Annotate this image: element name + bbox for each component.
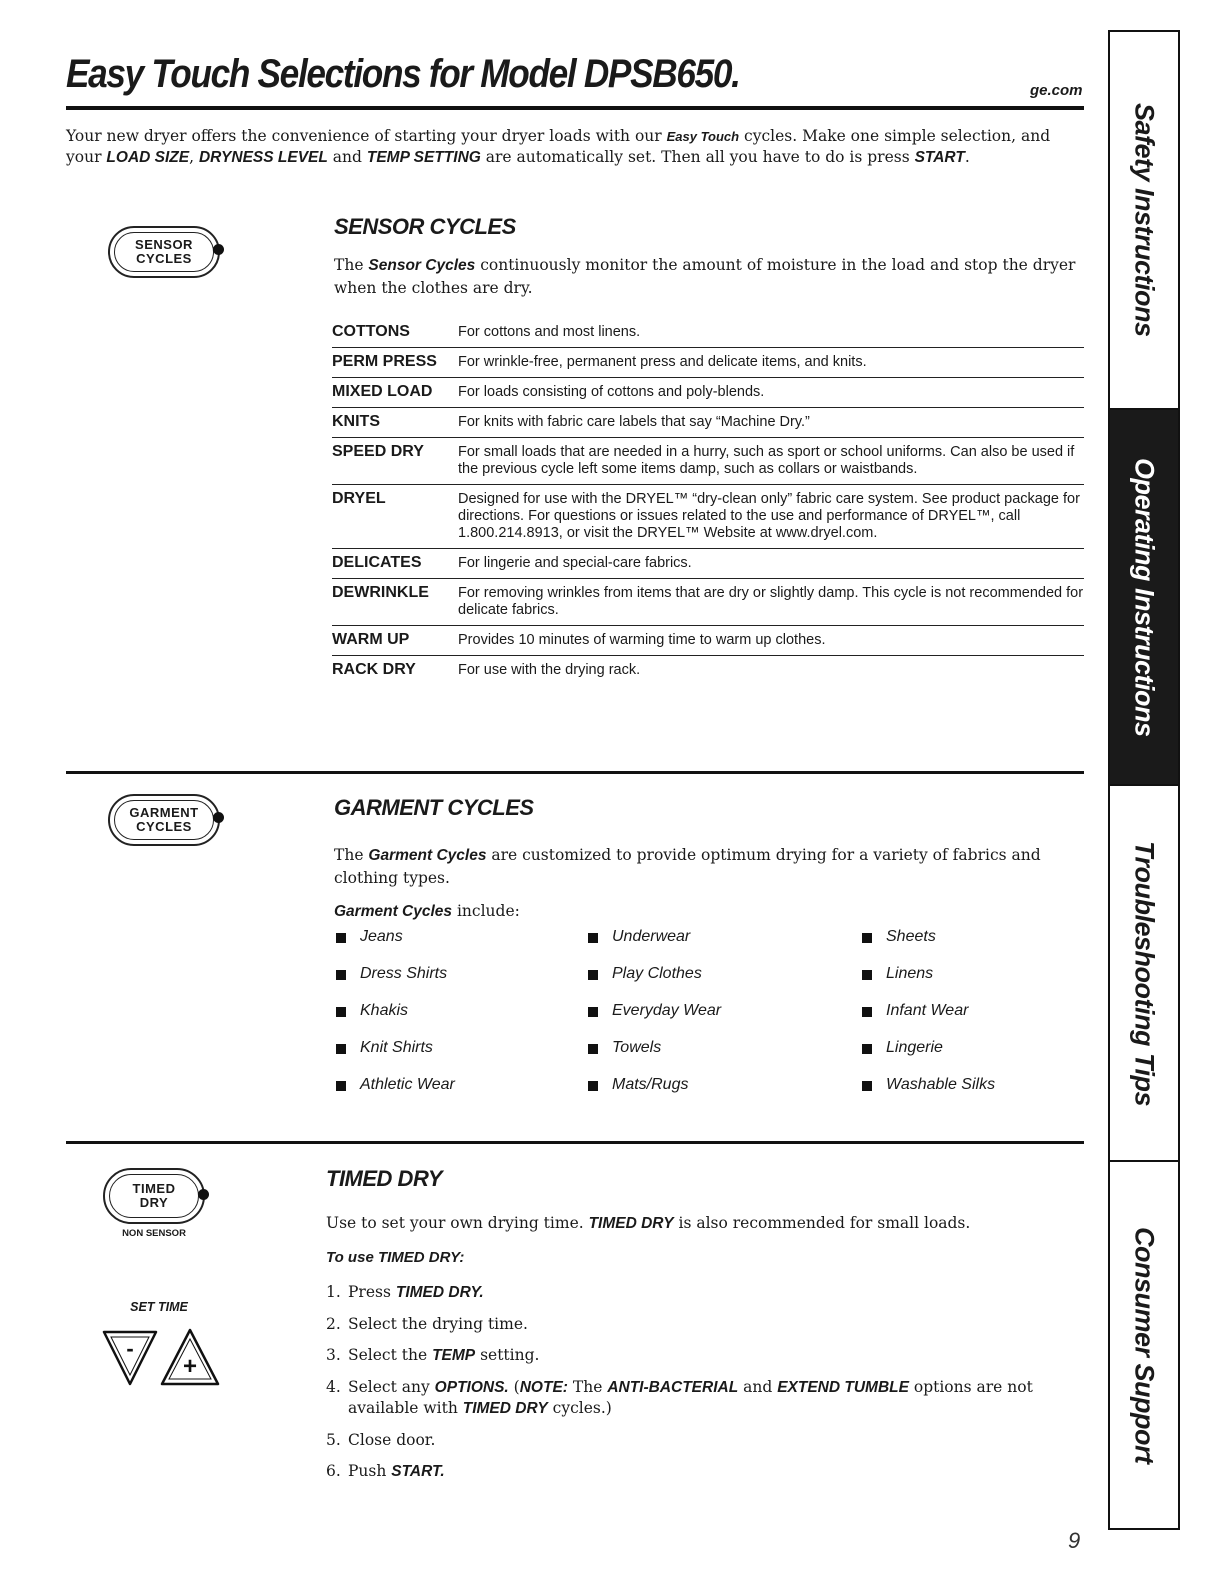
table-row [332, 656, 1084, 685]
cycle-name: KNITS [332, 413, 380, 430]
tab-label: Consumer Support [1129, 1226, 1160, 1464]
cycle-name: MIXED LOAD [332, 383, 433, 400]
tab-label: Operating Instructions [1129, 457, 1160, 737]
to-use-label: To use TIMED DRY: [326, 1249, 465, 1266]
intro-temp-setting: TEMP SETTING [366, 149, 481, 166]
intro-text: and [327, 148, 367, 166]
garment-item: Washable Silks [886, 1076, 996, 1093]
step-plain: Press [348, 1283, 396, 1301]
tab-troubleshooting-tips[interactable] [1110, 786, 1178, 1162]
intro-text: , [189, 148, 199, 166]
list-item [860, 1076, 1080, 1113]
cycle-description: For use with the drying rack. [458, 662, 641, 678]
cycle-name: DELICATES [332, 554, 422, 571]
site-url: ge.com [1030, 82, 1083, 99]
step-plain: setting. [475, 1346, 540, 1364]
step-bold: TIMED DRY. [395, 1284, 484, 1301]
cycle-name: SPEED DRY [332, 443, 424, 460]
step-plain: ( [508, 1378, 520, 1396]
intro-text: cycles. Make one simple selection, and your [66, 127, 1051, 166]
step-plain: Select the [348, 1346, 433, 1364]
bullet-square-icon [588, 970, 598, 980]
desc-text: Use to set your own drying time. [326, 1214, 589, 1232]
desc-text: are customized to provide optimum drying for a variety of fabrics and clothing types. [334, 846, 1041, 887]
step-plain: options are not available with [348, 1378, 1033, 1417]
sensor-cycles-heading: SENSOR CYCLES [334, 214, 516, 239]
side-tabs [1108, 30, 1180, 1530]
step-number: 6. [326, 1462, 341, 1480]
list-item [586, 1002, 860, 1039]
desc-text: The [334, 256, 369, 274]
step-bold: TIMED DRY [462, 1400, 548, 1417]
step-plain: Select any [348, 1378, 435, 1396]
sensor-cycles-description [334, 254, 1082, 299]
bullet-square-icon [862, 1044, 872, 1054]
step-bold: EXTEND TUMBLE [777, 1379, 909, 1396]
set-time-label: SET TIME [130, 1300, 188, 1314]
bullet-square-icon [588, 933, 598, 943]
list-item [334, 1002, 586, 1039]
section-divider [66, 1141, 1084, 1144]
set-time-buttons [100, 1326, 224, 1392]
cycle-description: For small loads that are needed in a hurry, such as sport or school uniforms. Can also be used if the previous cycle left some items damp, such as collars or waistbands. [458, 444, 1075, 477]
step-bold: ANTI-BACTERIAL [607, 1379, 739, 1396]
step-number: 2. [326, 1315, 341, 1333]
intro-text: . [964, 148, 970, 166]
desc-text: is also recommended for small loads. [673, 1214, 971, 1232]
timed-dry-description [326, 1212, 1074, 1235]
badge-line2: CYCLES [136, 251, 192, 266]
bullet-square-icon [862, 1081, 872, 1091]
intro-text: are automatically set. Then all you have to do is press [480, 148, 915, 166]
cycle-name: DRYEL [332, 490, 386, 507]
garment-item: Dress Shirts [360, 965, 448, 982]
step-text [348, 1377, 1086, 1419]
cycle-description: For lingerie and special-care fabrics. [458, 555, 692, 571]
intro-dryness-level: DRYNESS LEVEL [198, 149, 328, 166]
badge-label [135, 238, 193, 266]
list-item [326, 1345, 1086, 1366]
bullet-square-icon [862, 933, 872, 943]
garment-item: Jeans [360, 928, 403, 945]
garment-cycles-badge [108, 794, 220, 846]
step-bold: OPTIONS. [434, 1379, 509, 1396]
table-row [332, 408, 1084, 438]
garment-item: Lingerie [886, 1039, 943, 1056]
desc-bold: TIMED DRY [588, 1215, 674, 1232]
badge-line2: CYCLES [136, 819, 192, 834]
bullet-square-icon [588, 1044, 598, 1054]
list-item [586, 965, 860, 1002]
cycle-description: Designed for use with the DRYEL™ “dry-clean only” fabric care system. See product package for directions. For questions or issues related to the use and performance of DRYEL™, call 1.800.214.8913, or visit the DRYEL™ Website at www.dryel.com. [458, 491, 1080, 541]
step-number: 4. [326, 1378, 341, 1396]
list-item [334, 1039, 586, 1076]
bullet-square-icon [336, 970, 346, 980]
page-number: 9 [1068, 1528, 1081, 1553]
list-item [334, 1076, 586, 1113]
table-row [332, 549, 1084, 579]
cycle-description: Provides 10 minutes of warming time to warm up clothes. [458, 632, 826, 648]
list-item [860, 1002, 1080, 1039]
garment-column-3 [860, 928, 1080, 1113]
tab-operating-instructions[interactable] [1110, 410, 1178, 786]
table-row [332, 378, 1084, 408]
desc-bold: Garment Cycles [368, 847, 487, 864]
cycle-name: PERM PRESS [332, 353, 437, 370]
bullet-square-icon [336, 1081, 346, 1091]
garment-item: Towels [612, 1039, 662, 1056]
cycle-description: For cottons and most linens. [458, 324, 641, 340]
step-plain: Push [348, 1462, 392, 1480]
list-item [326, 1377, 1086, 1419]
list-item [586, 1076, 860, 1113]
step-bold: NOTE: [519, 1379, 568, 1396]
table-row [332, 485, 1084, 549]
garment-item: Mats/Rugs [612, 1076, 689, 1093]
indicator-dot-icon [213, 244, 224, 255]
intro-easy-touch: Easy Touch [666, 129, 740, 144]
garment-column-2 [586, 928, 860, 1113]
step-plain: and [738, 1378, 778, 1396]
table-row [332, 318, 1084, 348]
list-item [860, 965, 1080, 1002]
list-item [334, 965, 586, 1002]
step-plain: cycles.) [547, 1399, 612, 1417]
garment-cycles-description [334, 844, 1082, 889]
bullet-square-icon [336, 1044, 346, 1054]
list-item [586, 928, 860, 965]
plus-glyph: + [182, 1353, 198, 1380]
step-number: 5. [326, 1431, 341, 1449]
intro-start: START [914, 149, 965, 166]
list-item [326, 1461, 1086, 1482]
garment-item: Infant Wear [886, 1002, 969, 1019]
cycle-name: DEWRINKLE [332, 584, 429, 601]
table-row [332, 626, 1084, 656]
badge-label [129, 806, 198, 834]
garment-item: Athletic Wear [360, 1076, 455, 1093]
section-divider [66, 771, 1084, 774]
table-row [332, 438, 1084, 485]
garment-item: Underwear [612, 928, 691, 945]
title-rule [66, 106, 1084, 110]
desc-bold: Sensor Cycles [368, 257, 476, 274]
step-plain: The [567, 1378, 608, 1396]
step-number: 1. [326, 1283, 341, 1301]
list-item [860, 1039, 1080, 1076]
sensor-cycles-badge [108, 226, 220, 278]
cycle-description: For loads consisting of cottons and poly-blends. [458, 384, 765, 400]
garment-column-1 [334, 928, 586, 1113]
cycle-name: RACK DRY [332, 661, 416, 678]
tab-consumer-support[interactable] [1110, 1162, 1178, 1528]
badge-line1: TIMED [132, 1181, 176, 1196]
to-use-heading [326, 1246, 1074, 1269]
step-bold: TEMP [432, 1347, 476, 1364]
desc-text: continuously monitor the amount of moisture in the load and stop the dryer when the clothes are dry. [334, 256, 1076, 297]
garment-include-line [334, 900, 1082, 923]
timed-dry-badge [103, 1168, 205, 1224]
bullet-square-icon [862, 1007, 872, 1017]
step-bold: START. [391, 1463, 445, 1480]
cycle-description: For knits with fabric care labels that say “Machine Dry.” [458, 414, 810, 430]
garment-item: Sheets [886, 928, 936, 945]
badge-line2: DRY [139, 1195, 169, 1210]
list-item [334, 928, 586, 965]
tab-safety-instructions[interactable] [1110, 32, 1178, 410]
cycle-name: WARM UP [332, 631, 410, 648]
garment-item: Khakis [360, 1002, 409, 1019]
garment-cycles-list [334, 928, 1094, 1113]
timed-dry-steps [326, 1282, 1086, 1493]
page-title: Easy Touch Selections for Model DPSB650. [66, 52, 740, 96]
list-item [326, 1430, 1086, 1450]
step-number: 3. [326, 1346, 341, 1364]
garment-item: Linens [886, 965, 934, 982]
step-text: Select the drying time. [348, 1315, 528, 1333]
intro-paragraph [66, 126, 1076, 168]
list-item [326, 1314, 1086, 1334]
list-item [586, 1039, 860, 1076]
step-text [348, 1345, 539, 1366]
minus-glyph: - [126, 1336, 134, 1361]
garment-cycles-heading: GARMENT CYCLES [334, 795, 534, 820]
timed-dry-heading: TIMED DRY [326, 1166, 443, 1191]
indicator-dot-icon [213, 812, 224, 823]
desc-text: The [334, 846, 369, 864]
step-text [348, 1282, 484, 1303]
list-item [326, 1282, 1086, 1303]
intro-load-size: LOAD SIZE [106, 149, 190, 166]
sensor-cycles-table [332, 318, 1084, 685]
step-text: Close door. [348, 1431, 436, 1449]
garment-item: Knit Shirts [360, 1039, 433, 1056]
intro-text: Your new dryer offers the convenience of starting your dryer loads with our [66, 127, 667, 145]
cycle-description: For wrinkle-free, permanent press and delicate items, and knits. [458, 354, 867, 370]
table-row [332, 579, 1084, 626]
list-item [860, 928, 1080, 965]
bullet-square-icon [336, 933, 346, 943]
non-sensor-label: NON SENSOR [122, 1228, 186, 1239]
table-row [332, 348, 1084, 378]
tab-label: Troubleshooting Tips [1129, 840, 1160, 1106]
badge-label [133, 1182, 176, 1210]
bullet-square-icon [336, 1007, 346, 1017]
indicator-dot-icon [198, 1189, 209, 1200]
badge-line1: SENSOR [135, 237, 193, 252]
cycle-description: For removing wrinkles from items that are dry or slightly damp. This cycle is not recommended for delicate fabrics. [458, 585, 1084, 618]
cycle-name: COTTONS [332, 323, 410, 340]
step-text [348, 1461, 445, 1482]
bullet-square-icon [862, 970, 872, 980]
bullet-square-icon [588, 1081, 598, 1091]
include-text: include: [452, 902, 520, 920]
garment-item: Everyday Wear [612, 1002, 722, 1019]
bullet-square-icon [588, 1007, 598, 1017]
badge-line1: GARMENT [129, 805, 199, 820]
tab-label: Safety Instructions [1129, 103, 1160, 337]
garment-item: Play Clothes [612, 965, 702, 982]
include-bold: Garment Cycles [334, 903, 453, 920]
